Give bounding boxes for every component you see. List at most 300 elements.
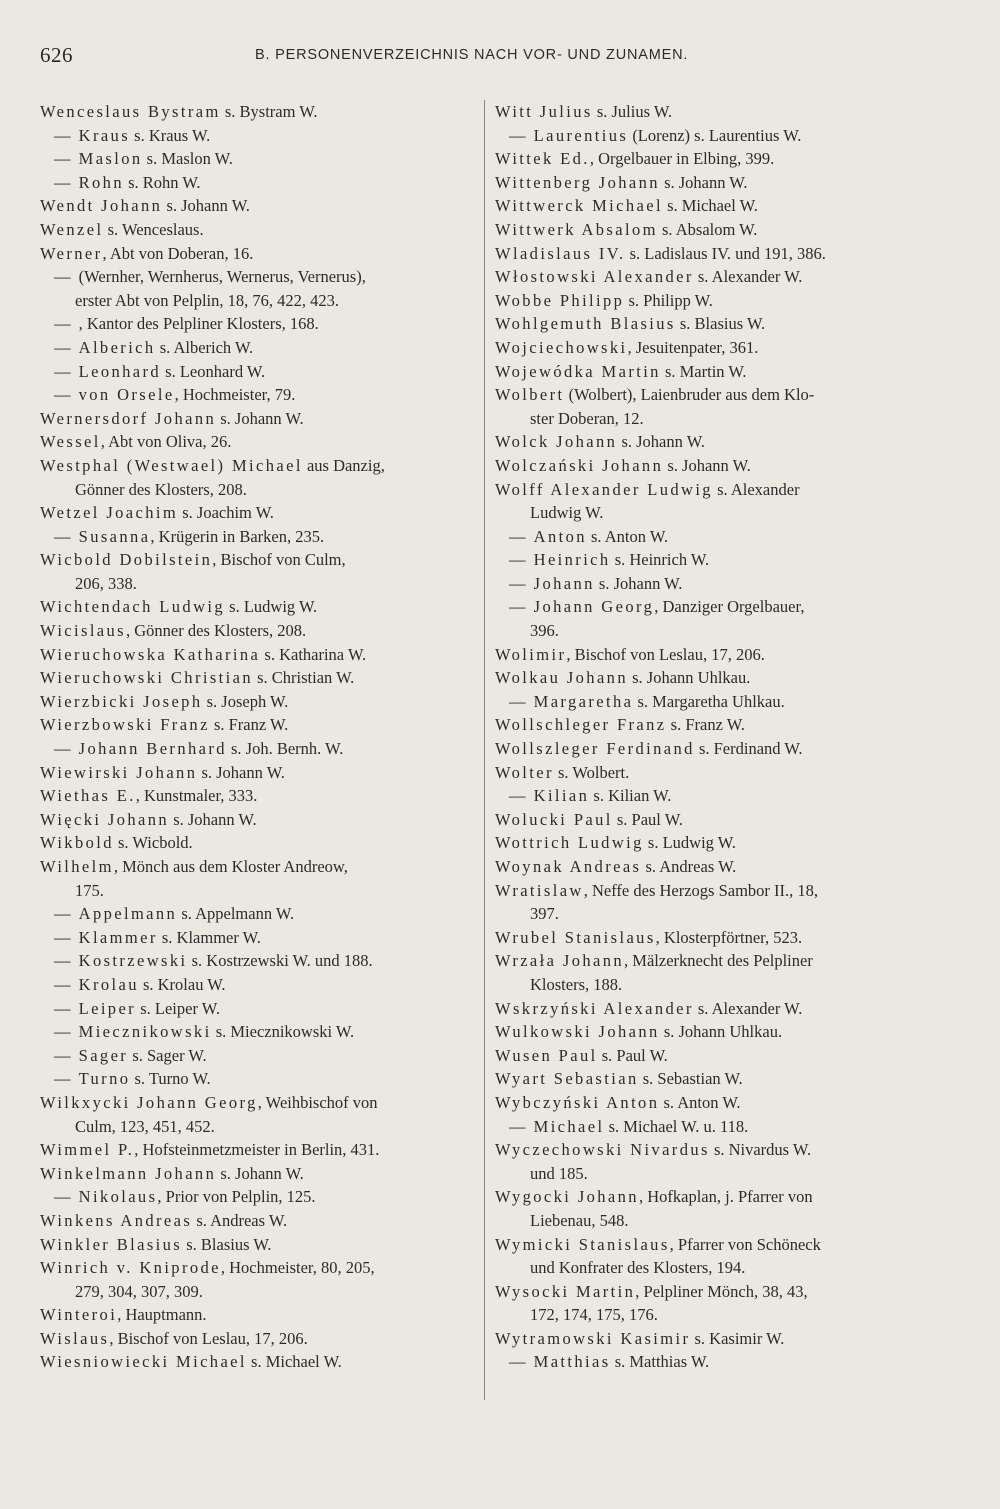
index-entry <box>40 312 480 336</box>
entry-name: Wolkau Johann <box>495 668 628 688</box>
index-column-left <box>40 100 480 1374</box>
entry-name: Wybczyński Anton <box>495 1092 660 1112</box>
entry-text: s. Alexander W. <box>693 998 803 1018</box>
entry-text: s. Kasimir W. <box>690 1328 785 1348</box>
repeat-dash: — <box>54 149 75 169</box>
index-entry <box>495 548 950 572</box>
entry-text: s. Leonhard W. <box>161 361 266 381</box>
repeat-dash: — <box>509 526 530 546</box>
entry-name: Wimmel P. <box>40 1140 135 1160</box>
entry-name: Wygocki Johann <box>495 1187 639 1207</box>
index-entry <box>40 407 480 431</box>
entry-name: Wrzała Johann <box>495 951 625 971</box>
entry-continuation: 172, 174, 175, 176. <box>530 1305 658 1325</box>
entry-name: Nikolaus <box>78 1187 158 1207</box>
entry-text: , Mönch aus dem Kloster Andreow, <box>113 857 348 876</box>
entry-text: s. Margaretha Uhlkau. <box>633 691 785 711</box>
index-entry <box>40 1209 480 1233</box>
entry-text: (Wernher, Wernherus, Wernerus, Vernerus), <box>78 267 366 287</box>
entry-text: s. Nivardus W. <box>709 1140 812 1160</box>
index-entry <box>495 100 950 124</box>
entry-name: Wolter <box>495 762 554 782</box>
entry-name: Wysocki Martin <box>495 1281 636 1301</box>
index-entry <box>40 973 480 997</box>
entry-continuation: 397. <box>530 904 559 924</box>
index-entry <box>40 997 480 1021</box>
repeat-dash: — <box>509 691 530 711</box>
repeat-dash: — <box>54 974 75 994</box>
entry-name: Wulkowski Johann <box>495 1022 660 1042</box>
index-entry <box>40 100 480 124</box>
entry-text: s. Wicbold. <box>113 833 193 853</box>
entry-name: Wessel <box>40 432 101 452</box>
index-entry <box>40 265 480 312</box>
index-entry <box>495 737 950 761</box>
entry-text: s. Franz W. <box>666 715 745 735</box>
entry-name: Appelmann <box>78 904 178 924</box>
index-entry <box>495 879 950 926</box>
repeat-dash: — <box>509 550 530 570</box>
entry-text: , Kunstmaler, 333. <box>135 786 258 806</box>
entry-name: Wittek Ed. <box>495 149 590 169</box>
index-entry <box>40 194 480 218</box>
repeat-dash: — <box>54 998 75 1018</box>
entry-text: s. Wenceslaus. <box>103 219 204 239</box>
index-entry <box>495 1091 950 1115</box>
entry-text: , Klosterpförtner, 523. <box>655 927 803 947</box>
entry-text: s. Turno W. <box>130 1069 211 1089</box>
entry-text: s. Wolbert. <box>553 762 630 782</box>
entry-name: Westphal (Westwael) Michael <box>40 455 303 475</box>
entry-text: , Gönner des Klosters, 208. <box>126 621 307 641</box>
repeat-dash: — <box>54 904 75 924</box>
index-entry <box>495 454 950 478</box>
entry-text: s. Bystram W. <box>220 102 318 121</box>
entry-text: s. Matthias W. <box>610 1352 710 1372</box>
index-entry <box>40 761 480 785</box>
index-entry <box>495 1327 950 1351</box>
index-entry <box>40 949 480 973</box>
entry-text: s. Andreas W. <box>641 857 737 876</box>
index-entry <box>40 1327 480 1351</box>
entry-name: Wojciechowski <box>495 337 628 357</box>
entry-name: Wittwerck Michael <box>495 196 663 216</box>
entry-text: s. Kostrzewski W. und 188. <box>187 951 373 971</box>
index-entry <box>40 147 480 171</box>
entry-text: s. Franz W. <box>209 715 289 735</box>
repeat-dash: — <box>509 1116 530 1136</box>
entry-name: Winrich v. Kniprode <box>40 1258 221 1278</box>
entry-name: Wohlgemuth Blasius <box>495 314 676 334</box>
entry-name: Matthias <box>533 1352 611 1372</box>
index-entry <box>40 1044 480 1068</box>
entry-name: Wytramowski Kasimir <box>495 1328 691 1348</box>
index-entry <box>40 218 480 242</box>
entry-text: s. Johann W. <box>216 1163 304 1183</box>
entry-name: Wolff Alexander Ludwig <box>495 479 713 499</box>
entry-text: s. Philipp W. <box>624 290 713 310</box>
entry-text: , Pfarrer von Schöneck <box>669 1234 821 1254</box>
entry-text: s. Joseph W. <box>202 691 289 711</box>
entry-text: , Weihbischof von <box>257 1092 378 1112</box>
entry-text: s. Ludwig W. <box>643 833 736 853</box>
entry-text: s. Johann W. <box>169 809 257 829</box>
index-entry <box>40 1162 480 1186</box>
index-entry <box>495 831 950 855</box>
repeat-dash: — <box>509 125 530 145</box>
entry-text: s. Michael W. u. 118. <box>604 1116 749 1136</box>
entry-text: s. Joachim W. <box>178 503 274 523</box>
entry-text: , Abt von Oliva, 26. <box>100 432 232 452</box>
entry-text: s. Alexander W. <box>693 267 803 287</box>
entry-text: s. Joh. Bernh. W. <box>226 739 344 759</box>
entry-name: Wittenberg Johann <box>495 172 660 192</box>
entry-name: Wojewódka Martin <box>495 361 661 381</box>
entry-name: Wicbold Dobilstein <box>40 550 213 570</box>
index-entry <box>40 595 480 619</box>
entry-text: s. Johann Uhlkau. <box>627 668 751 688</box>
entry-name: Wyart Sebastian <box>495 1069 639 1089</box>
entry-name: Wottrich Ludwig <box>495 833 644 853</box>
index-entry <box>40 1233 480 1257</box>
entry-text: s. Absalom W. <box>657 219 758 239</box>
entry-text: s. Johann W. <box>663 455 751 475</box>
entry-name: Wendt Johann <box>40 196 163 216</box>
index-entry <box>40 548 480 595</box>
index-entry <box>40 1303 480 1327</box>
entry-name: Wollschleger Franz <box>495 715 667 735</box>
entry-text: s. Ludwig W. <box>225 597 318 617</box>
entry-name: Wolck Johann <box>495 432 618 452</box>
entry-text: s. Johann Uhlkau. <box>659 1022 783 1042</box>
entry-name: Winkens Andreas <box>40 1210 193 1230</box>
repeat-dash: — <box>54 125 75 145</box>
entry-name: Wrubel Stanislaus <box>495 927 656 947</box>
index-entry <box>495 1185 950 1232</box>
index-entry <box>495 595 950 642</box>
entry-name: Leonhard <box>78 361 162 381</box>
index-entry <box>40 360 480 384</box>
index-entry <box>40 855 480 902</box>
entry-text: s. Anton W. <box>586 526 669 546</box>
index-entry <box>40 124 480 148</box>
repeat-dash: — <box>509 786 530 806</box>
index-entry <box>495 171 950 195</box>
index-entry <box>40 1067 480 1091</box>
index-entry <box>495 289 950 313</box>
entry-continuation: erster Abt von Pelplin, 18, 76, 422, 423. <box>75 290 339 310</box>
index-entry <box>495 926 950 950</box>
index-entry <box>40 1091 480 1138</box>
repeat-dash: — <box>54 951 75 971</box>
repeat-dash: — <box>509 597 530 617</box>
entry-name: Sager <box>78 1045 129 1065</box>
repeat-dash: — <box>54 1069 75 1089</box>
entry-continuation: und Konfrater des Klosters, 194. <box>530 1258 746 1278</box>
index-entry <box>495 1020 950 1044</box>
entry-name: Woynak Andreas <box>495 857 642 876</box>
entry-name: Wiethas E. <box>40 786 136 806</box>
entry-text: , Krügerin in Barken, 235. <box>150 526 325 546</box>
entry-continuation: und 185. <box>530 1163 588 1183</box>
entry-name: Więcki Johann <box>40 809 170 829</box>
index-entry <box>40 1185 480 1209</box>
repeat-dash: — <box>54 314 75 334</box>
entry-name: Wladislaus IV. <box>495 243 626 263</box>
entry-name: Wyczechowski Nivardus <box>495 1140 710 1160</box>
column-divider <box>484 100 485 1400</box>
entry-name: Michael <box>533 1116 605 1136</box>
index-column-right <box>495 100 950 1374</box>
entry-text: , Hauptmann. <box>117 1305 207 1325</box>
entry-name: Margaretha <box>533 691 634 711</box>
index-entry <box>40 1020 480 1044</box>
entry-text: s. Sebastian W. <box>638 1069 743 1089</box>
index-entry <box>40 1350 480 1374</box>
index-entry <box>495 194 950 218</box>
repeat-dash: — <box>54 739 75 759</box>
entry-name: Włostowski Alexander <box>495 267 694 287</box>
entry-text: s. Kilian W. <box>589 786 672 806</box>
entry-name: Wobbe Philipp <box>495 290 625 310</box>
index-entry <box>40 454 480 501</box>
entry-name: Wenzel <box>40 219 104 239</box>
entry-name: Wislaus <box>40 1328 110 1348</box>
index-entry <box>495 265 950 289</box>
entry-name: Wymicki Stanislaus <box>495 1234 670 1254</box>
running-head: B. PERSONENVERZEICHNIS NACH VOR- UND ZUNAMEN. <box>255 47 689 63</box>
index-entry <box>40 831 480 855</box>
entry-text: s. Alexander <box>712 479 800 499</box>
entry-text: , Bischof von Leslau, 17, 206. <box>566 644 765 664</box>
entry-name: Johann Bernhard <box>78 739 227 759</box>
repeat-dash: — <box>54 526 75 546</box>
repeat-dash: — <box>54 1187 75 1207</box>
entry-name: Wieruchowski Christian <box>40 668 253 688</box>
entry-name: Susanna <box>78 526 151 546</box>
entry-name: Kilian <box>533 786 590 806</box>
index-entry <box>40 619 480 643</box>
index-entry <box>495 312 950 336</box>
index-entry <box>495 949 950 996</box>
repeat-dash: — <box>54 927 75 947</box>
entry-name: Wikbold <box>40 833 114 853</box>
index-entry <box>495 124 950 148</box>
entry-name: Wusen Paul <box>495 1045 598 1065</box>
entry-text: , Hofsteinmetzmeister in Berlin, 431. <box>134 1140 380 1160</box>
index-entry <box>495 572 950 596</box>
index-entry <box>495 360 950 384</box>
entry-text: s. Blasius W. <box>675 314 766 334</box>
entry-continuation: Klosters, 188. <box>530 974 623 994</box>
index-entry <box>495 808 950 832</box>
entry-name: Wieruchowska Katharina <box>40 644 261 664</box>
entry-name: Wittwerk Absalom <box>495 219 658 239</box>
entry-name: Winteroi <box>40 1305 118 1325</box>
entry-name: Wierzbowski Franz <box>40 715 210 735</box>
entry-continuation: ster Doberan, 12. <box>530 408 644 428</box>
index-entry <box>495 478 950 525</box>
index-entry <box>495 1044 950 1068</box>
entry-text: , Abt von Doberan, 16. <box>102 243 254 263</box>
repeat-dash: — <box>509 1352 530 1372</box>
index-entry <box>40 926 480 950</box>
entry-text: , Hofkaplan, j. Pfarrer von <box>638 1187 813 1207</box>
entry-name: Maslon <box>78 149 143 169</box>
entry-name: Wiesniowiecki Michael <box>40 1352 247 1372</box>
entry-text: s. Johann W. <box>659 172 748 192</box>
index-entry <box>495 1138 950 1185</box>
entry-text: s. Michael W. <box>662 196 758 216</box>
entry-text: s. Paul W. <box>597 1045 668 1065</box>
entry-text: s. Krolau W. <box>138 974 226 994</box>
index-entry <box>495 666 950 690</box>
index-entry <box>40 501 480 525</box>
entry-text: (Wolbert), Laienbruder aus dem Klo- <box>564 385 815 405</box>
entry-text: , Hochmeister, 80, 205, <box>220 1258 375 1278</box>
index-entry <box>40 690 480 714</box>
entry-name: Klammer <box>78 927 158 947</box>
entry-name: Krolau <box>78 974 139 994</box>
entry-name: Rohn <box>78 172 124 192</box>
index-entry <box>495 336 950 360</box>
entry-continuation: Culm, 123, 451, 452. <box>75 1116 215 1136</box>
entry-name: von Orsele <box>78 385 175 405</box>
entry-name: Wolucki Paul <box>495 809 613 829</box>
entry-text: , Kantor des Pelpliner Klosters, 168. <box>78 314 319 334</box>
entry-text: , Mälzerknecht des Pelpliner <box>624 951 813 971</box>
index-entry <box>40 808 480 832</box>
entry-text: s. Klammer W. <box>157 927 261 947</box>
entry-text: s. Johann W. <box>162 196 250 216</box>
entry-name: Turno <box>78 1069 131 1089</box>
entry-name: Wetzel Joachim <box>40 503 179 523</box>
entry-text: s. Heinrich W. <box>610 550 710 570</box>
entry-name: Witt Julius <box>495 102 593 121</box>
entry-name: Wierzbicki Joseph <box>40 691 203 711</box>
entry-text: aus Danzig, <box>302 455 385 475</box>
index-entry <box>40 902 480 926</box>
index-entry <box>495 383 950 430</box>
index-entry <box>40 1138 480 1162</box>
entry-text: , Jesuitenpater, 361. <box>627 337 759 357</box>
entry-text: s. Kraus W. <box>130 125 211 145</box>
entry-text: s. Johann W. <box>617 432 705 452</box>
entry-text: s. Rohn W. <box>123 172 201 192</box>
index-entry <box>495 855 950 879</box>
entry-text: s. Anton W. <box>659 1092 741 1112</box>
entry-text: s. Ferdinand W. <box>694 739 803 759</box>
repeat-dash: — <box>54 1045 75 1065</box>
entry-text: , Bischof von Culm, <box>212 550 346 570</box>
entry-text: s. Leiper W. <box>136 998 220 1018</box>
entry-continuation: 206, 338. <box>75 573 137 593</box>
entry-name: Wskrzyński Alexander <box>495 998 694 1018</box>
entry-name: Johann <box>533 573 595 593</box>
entry-name: Anton <box>533 526 587 546</box>
index-entry <box>495 1233 950 1280</box>
index-entry <box>495 525 950 549</box>
index-entry <box>40 1256 480 1303</box>
entry-continuation: 396. <box>530 621 559 641</box>
entry-text: s. Katharina W. <box>260 644 367 664</box>
entry-name: Wilkxycki Johann Georg <box>40 1092 258 1112</box>
entry-continuation: Ludwig W. <box>530 503 604 523</box>
repeat-dash: — <box>54 385 75 405</box>
entry-text: s. Johann W. <box>594 573 683 593</box>
repeat-dash: — <box>54 267 75 287</box>
entry-name: Alberich <box>78 337 156 357</box>
repeat-dash: — <box>54 172 75 192</box>
entry-name: Leiper <box>78 998 137 1018</box>
entry-continuation: Liebenau, 548. <box>530 1210 629 1230</box>
entry-text: s. Alberich W. <box>155 337 254 357</box>
index-entry <box>40 643 480 667</box>
entry-name: Laurentius <box>533 125 629 145</box>
index-entry <box>40 784 480 808</box>
index-entry <box>495 430 950 454</box>
index-entry <box>495 147 950 171</box>
entry-name: Heinrich <box>533 550 611 570</box>
entry-name: Kraus <box>78 125 131 145</box>
index-entry <box>40 242 480 266</box>
entry-text: s. Johann W. <box>216 408 304 428</box>
entry-name: Wolbert <box>495 385 565 405</box>
entry-text: s. Julius W. <box>592 102 673 121</box>
entry-name: Wichtendach Ludwig <box>40 597 226 617</box>
page-number: 626 <box>40 43 73 67</box>
entry-name: Wilhelm <box>40 857 114 876</box>
entry-text: , Pelpliner Mönch, 38, 43, <box>635 1281 808 1301</box>
entry-name: Wollszleger Ferdinand <box>495 739 695 759</box>
entry-continuation: 279, 304, 307, 309. <box>75 1281 203 1301</box>
index-entry <box>495 1350 950 1374</box>
entry-name: Winkelmann Johann <box>40 1163 217 1183</box>
index-entry <box>495 690 950 714</box>
entry-text: s. Miecznikowski W. <box>211 1022 355 1042</box>
index-entry <box>40 713 480 737</box>
entry-text: (Lorenz) s. Laurentius W. <box>628 125 802 145</box>
repeat-dash: — <box>54 1022 75 1042</box>
index-entry <box>495 784 950 808</box>
entry-name: Wolimir <box>495 644 567 664</box>
entry-continuation: Gönner des Klosters, 208. <box>75 479 247 499</box>
entry-text: , Neffe des Herzogs Sambor II., 18, <box>583 880 819 900</box>
repeat-dash: — <box>54 361 75 381</box>
entry-text: s. Blasius W. <box>182 1234 272 1254</box>
entry-name: Johann Georg <box>533 597 655 617</box>
index-entry <box>495 1115 950 1139</box>
entry-name: Wiewirski Johann <box>40 762 198 782</box>
repeat-dash: — <box>509 573 530 593</box>
index-entry <box>495 713 950 737</box>
entry-name: Miecznikowski <box>78 1022 212 1042</box>
entry-text: , Hochmeister, 79. <box>174 385 296 405</box>
entry-text: , Danziger Orgelbauer, <box>654 597 805 617</box>
index-entry <box>40 666 480 690</box>
index-entry <box>495 242 950 266</box>
entry-continuation: 175. <box>75 880 104 900</box>
index-entry <box>495 761 950 785</box>
entry-text: s. Andreas W. <box>192 1210 288 1230</box>
index-entry <box>495 1280 950 1327</box>
entry-name: Wolczański Johann <box>495 455 664 475</box>
index-entry <box>40 383 480 407</box>
entry-text: , Orgelbauer in Elbing, 399. <box>589 149 775 169</box>
entry-text: , Prior von Pelplin, 125. <box>157 1187 316 1207</box>
entry-text: s. Michael W. <box>246 1352 342 1372</box>
entry-text: s. Christian W. <box>252 668 355 688</box>
